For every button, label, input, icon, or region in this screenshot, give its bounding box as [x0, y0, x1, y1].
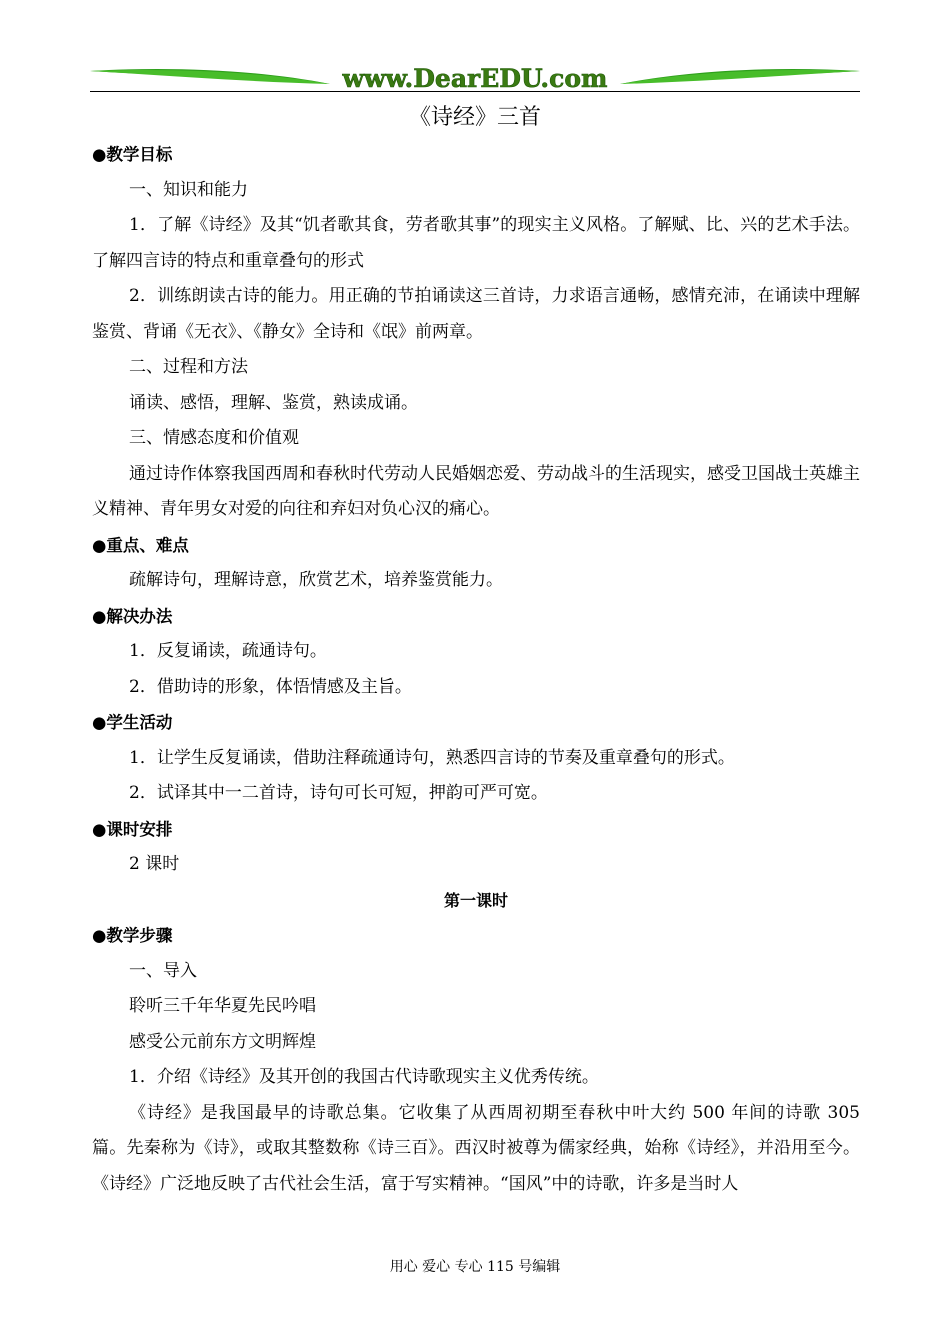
- paragraph: 1．反复诵读，疏通诗句。: [129, 641, 327, 661]
- paragraph: 三、情感态度和价值观: [129, 428, 299, 448]
- section-heading: ●学生活动: [92, 713, 173, 732]
- paragraph: 2．训练朗读古诗的能力。用正确的节拍诵读这三首诗，力求语言通畅，感情充沛，在诵读中理解鉴赏、背诵《无衣》、《静女》全诗和《氓》前两章。: [92, 286, 860, 342]
- paragraph: 聆听三千年华夏先民吟唱: [129, 996, 316, 1016]
- page-title: 《诗经》三首: [408, 105, 541, 130]
- section-heading: ●重点、难点: [92, 535, 189, 555]
- paragraph: 二、过程和方法: [129, 357, 248, 377]
- section-heading: ●解决办法: [92, 606, 173, 626]
- paragraph: 2 课时: [129, 854, 180, 874]
- paragraph: 通过诗作体察我国西周和春秋时代劳动人民婚姻恋爱、劳动战斗的生活现实，感受卫国战士英雄主义精神、青年男女对爱的向往和弃妇对负心汉的痛心。: [92, 463, 860, 519]
- paragraph: 诵读、感悟，理解、鉴赏，熟读成诵。: [129, 392, 418, 413]
- paragraph: 一、导入: [129, 960, 197, 981]
- lesson-heading: 第一课时: [443, 890, 508, 910]
- site-logo: www.DearEDU.com: [342, 64, 608, 93]
- paragraph: 2．借助诗的形象，体悟情感及主旨。: [129, 676, 412, 697]
- paragraph: 2．试译其中一二首诗，诗句可长可短，押韵可严可宽。: [129, 783, 548, 803]
- section-heading: ●教学步骤: [92, 926, 173, 945]
- header-rule: [90, 91, 860, 92]
- document-body: [92, 137, 860, 1202]
- paragraph: 感受公元前东方文明辉煌: [129, 1031, 316, 1052]
- paragraph: 1．介绍《诗经》及其开创的我国古代诗歌现实主义优秀传统。: [129, 1067, 599, 1087]
- section-heading: ●课时安排: [92, 819, 173, 839]
- paragraph: 疏解诗句，理解诗意，欣赏艺术，培养鉴赏能力。: [129, 570, 503, 590]
- paragraph: 《诗经》是我国最早的诗歌总集。它收集了从西周初期至春秋中叶大约 500 年间的诗歌 305 篇。先秦称为《诗》，或取其整数称《诗三百》。西汉时被尊为儒家经典，始称《诗经》，并沿用至今。《诗经》广泛地反映了古代社会生活，富于写实精神。“国风”中的诗歌，许多是当时人: [92, 1102, 860, 1194]
- paragraph: 一、知识和能力: [129, 179, 248, 200]
- paragraph: 1．让学生反复诵读，借助注释疏通诗句，熟悉四言诗的节奏及重章叠句的形式。: [129, 747, 735, 768]
- header-banner: [90, 62, 860, 94]
- section-heading: ●教学目标: [92, 145, 173, 164]
- paragraph: 1．了解《诗经》及其“饥者歌其食，劳者歌其事”的现实主义风格。了解赋、比、兴的艺术手法。了解四言诗的特点和重章叠句的形式: [92, 215, 860, 271]
- page-footer: 用心 爱心 专心 115 号编辑: [389, 1259, 561, 1275]
